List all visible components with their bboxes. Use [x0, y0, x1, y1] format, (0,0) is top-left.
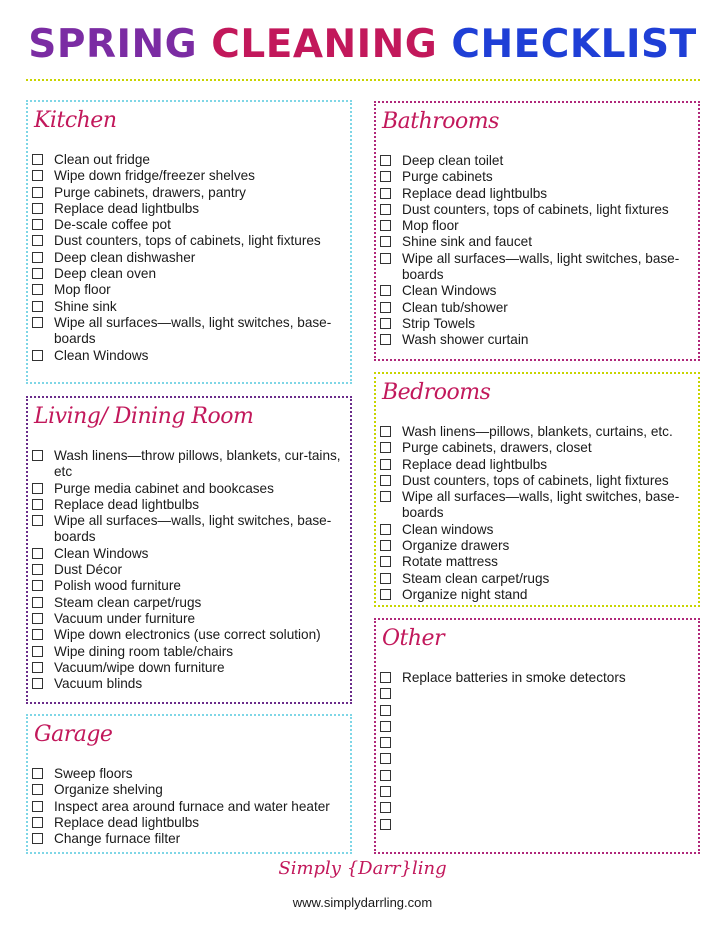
checkbox[interactable]: [380, 236, 391, 247]
checkbox[interactable]: [32, 629, 43, 640]
checkbox[interactable]: [32, 317, 43, 328]
checklist-item-label: Clean tub/shower: [402, 299, 508, 315]
checkbox[interactable]: [380, 188, 391, 199]
checklist-item: [380, 522, 694, 538]
checklist-item: [32, 676, 346, 692]
checklist-item: [380, 784, 694, 800]
garage-section: [26, 714, 352, 854]
checklist-item: [380, 186, 694, 202]
checklist-item: [380, 735, 694, 751]
checkbox[interactable]: [380, 302, 391, 313]
checklist-item: [380, 234, 694, 250]
living-dining-section: [26, 396, 352, 704]
footer-url: www.simplydarrling.com: [292, 895, 433, 910]
checklist-item: [380, 473, 694, 489]
checkbox[interactable]: [32, 483, 43, 494]
checklist-item-label: Wipe down fridge/freezer shelves: [54, 168, 255, 184]
checklist-item: [32, 299, 346, 315]
checkbox[interactable]: [32, 817, 43, 828]
checklist-item: [32, 497, 346, 513]
checkbox[interactable]: [32, 268, 43, 279]
checklist-item: [380, 218, 694, 234]
checklist-item: [380, 332, 694, 348]
checklist-item: [380, 169, 694, 185]
checklist-item: [380, 251, 694, 284]
checklist-item: [380, 703, 694, 719]
checkbox[interactable]: [32, 203, 43, 214]
checkbox[interactable]: [380, 770, 391, 781]
checkbox[interactable]: [32, 548, 43, 559]
checkbox[interactable]: [380, 753, 391, 764]
title-divider: [26, 79, 700, 81]
checkbox[interactable]: [380, 171, 391, 182]
checkbox[interactable]: [380, 573, 391, 584]
checklist-item: [380, 587, 694, 603]
checkbox[interactable]: [380, 688, 391, 699]
checkbox[interactable]: [380, 155, 391, 166]
garage-list: [32, 766, 346, 847]
checklist-item: [380, 316, 694, 332]
checklist-item-label: Dust counters, tops of cabinets, light fixtures: [402, 472, 669, 488]
checklist-item: [32, 266, 346, 282]
checkbox[interactable]: [32, 515, 43, 526]
checklist-item: [32, 627, 346, 643]
checkbox[interactable]: [32, 784, 43, 795]
checkbox[interactable]: [380, 556, 391, 567]
checklist-item: [32, 546, 346, 562]
checkbox[interactable]: [32, 301, 43, 312]
checkbox[interactable]: [32, 219, 43, 230]
checklist-item: [380, 768, 694, 784]
checklist-item: [380, 800, 694, 816]
checklist-item-label: De-scale coffee pot: [54, 217, 171, 233]
checkbox[interactable]: [32, 662, 43, 673]
checkbox[interactable]: [380, 705, 391, 716]
checklist-item: [32, 282, 346, 298]
checklist-item: [380, 153, 694, 169]
checklist-item: [380, 202, 694, 218]
checklist-item-label: Polish wood furniture: [54, 578, 181, 594]
checklist-item-label: Deep clean toilet: [402, 153, 504, 168]
checklist-item: [32, 233, 346, 249]
checkbox[interactable]: [380, 220, 391, 231]
checkbox[interactable]: [32, 284, 43, 295]
checklist-item: [32, 562, 346, 578]
checklist-item-label: Strip Towels: [402, 315, 476, 331]
checkbox[interactable]: [380, 253, 391, 264]
checklist-item: [380, 457, 694, 473]
checklist-item-label: Replace batteries in smoke detectors: [402, 670, 626, 685]
checkbox[interactable]: [380, 737, 391, 748]
bedrooms-list: [380, 424, 694, 603]
checklist-item: [32, 168, 346, 184]
checkbox[interactable]: [380, 475, 391, 486]
checklist-item-label: Purge cabinets: [402, 169, 493, 185]
checkbox[interactable]: [32, 252, 43, 263]
checklist-item-label: Wash linens—throw pillows, blankets, cur-tains, etc: [54, 448, 341, 480]
checklist-item-label: Organize night stand: [402, 586, 528, 602]
checkbox[interactable]: [32, 450, 43, 461]
checklist-item: [380, 686, 694, 702]
checklist-item-label: Mop floor: [402, 218, 459, 234]
checklist-item: [32, 595, 346, 611]
bedrooms-section: [374, 372, 700, 607]
checklist-item: [380, 751, 694, 767]
checklist-item-label: Wipe all surfaces—walls, light switches, base-boards: [54, 314, 332, 347]
checklist-item: [32, 448, 346, 481]
checkbox[interactable]: [380, 334, 391, 345]
checkbox[interactable]: [380, 589, 391, 600]
title-cleaning: CLEANING: [211, 22, 438, 67]
checkbox[interactable]: [32, 597, 43, 608]
checklist-item-label: Organize shelving: [54, 782, 163, 798]
checklist-item-label: Steam clean carpet/rugs: [54, 594, 202, 610]
checklist-item-label: Wipe dining room table/chairs: [54, 643, 234, 659]
checkbox[interactable]: [32, 350, 43, 361]
checkbox[interactable]: [32, 235, 43, 246]
checkbox[interactable]: [380, 721, 391, 732]
checklist-item-label: Rotate mattress: [402, 554, 498, 570]
bathrooms-section: [374, 101, 700, 361]
checklist-item-label: Vacuum under furniture: [54, 610, 196, 626]
checkbox[interactable]: [380, 540, 391, 551]
checklist-item: [32, 201, 346, 217]
checklist-item-label: Sweep floors: [54, 766, 133, 781]
checklist-item-label: Change furnace filter: [54, 831, 181, 847]
checklist-item-label: Clean Windows: [54, 545, 149, 561]
checklist-item-label: Clean Windows: [54, 347, 149, 363]
checklist-item: [380, 571, 694, 587]
checklist-item-label: Replace dead lightbulbs: [402, 185, 548, 201]
checklist-item-label: Shine sink and faucet: [402, 234, 532, 250]
checklist-item-label: Purge cabinets, drawers, pantry: [54, 184, 246, 200]
checklist-item-label: Deep clean dishwasher: [54, 249, 196, 265]
checklist-item-label: Dust Décor: [54, 562, 122, 578]
checklist-item: [380, 554, 694, 570]
checkbox[interactable]: [32, 499, 43, 510]
checklist-item: [32, 644, 346, 660]
checklist-item-label: Deep clean oven: [54, 266, 157, 282]
checklist-item-label: Dust counters, tops of cabinets, light fixtures: [54, 233, 321, 249]
checklist-item-label: Shine sink: [54, 298, 117, 314]
brand-logo: Simply {Darr}ling: [278, 858, 447, 879]
checklist-item: [32, 348, 346, 364]
checklist-item-label: Purge cabinets, drawers, closet: [402, 440, 592, 456]
bathrooms-heading: Bathrooms: [382, 109, 499, 134]
checklist-item: [32, 831, 346, 847]
checklist-item-label: Organize drawers: [402, 538, 510, 554]
living-dining-heading: Living/ Dining Room: [34, 404, 254, 429]
checkbox[interactable]: [32, 646, 43, 657]
kitchen-section: [26, 100, 352, 384]
checklist-item: [32, 152, 346, 168]
kitchen-heading: Kitchen: [34, 108, 117, 133]
title-spring: SPRING: [28, 22, 198, 67]
checklist-item-label: Vacuum/wipe down furniture: [54, 659, 225, 675]
checklist-item-label: Replace dead lightbulbs: [54, 814, 200, 830]
checklist-item-label: Wipe all surfaces—walls, light switches, base-boards: [402, 250, 680, 283]
checkbox[interactable]: [32, 801, 43, 812]
checklist-item: [32, 315, 346, 348]
other-list: [380, 670, 694, 833]
checkbox[interactable]: [380, 285, 391, 296]
checklist-item-label: Inspect area around furnace and water heater: [54, 798, 330, 814]
kitchen-list: [32, 152, 346, 364]
checklist-item-label: Clean out fridge: [54, 152, 150, 167]
bedrooms-heading: Bedrooms: [382, 380, 491, 405]
checkbox[interactable]: [32, 833, 43, 844]
checkbox[interactable]: [32, 170, 43, 181]
checklist-item: [32, 799, 346, 815]
checklist-item: [380, 424, 694, 440]
other-heading: Other: [382, 626, 445, 651]
checklist-item: [32, 660, 346, 676]
checklist-item-label: Wash shower curtain: [402, 332, 529, 348]
checklist-item: [32, 766, 346, 782]
checklist-item-label: Wash linens—pillows, blankets, curtains, etc.: [402, 424, 673, 439]
checkbox[interactable]: [380, 426, 391, 437]
checkbox[interactable]: [32, 678, 43, 689]
bathrooms-list: [380, 153, 694, 349]
checkbox[interactable]: [380, 459, 391, 470]
checklist-item-label: Clean Windows: [402, 283, 497, 299]
checklist-item: [32, 513, 346, 546]
checklist-item: [380, 300, 694, 316]
checklist-item: [380, 719, 694, 735]
checkbox[interactable]: [32, 580, 43, 591]
checklist-item: [380, 670, 694, 686]
checklist-item: [32, 250, 346, 266]
checkbox[interactable]: [380, 318, 391, 329]
checklist-item-label: Replace dead lightbulbs: [402, 456, 548, 472]
checkbox[interactable]: [380, 786, 391, 797]
checklist-item: [32, 578, 346, 594]
checkbox[interactable]: [380, 802, 391, 813]
checklist-item: [380, 440, 694, 456]
garage-heading: Garage: [34, 722, 113, 747]
checkbox[interactable]: [380, 204, 391, 215]
checkbox[interactable]: [380, 491, 391, 502]
checklist-item-label: Steam clean carpet/rugs: [402, 570, 550, 586]
checklist-item-label: Wipe down electronics (use correct solution): [54, 627, 321, 643]
title-checklist: CHECKLIST: [451, 22, 697, 67]
checklist-item: [380, 283, 694, 299]
checklist-item-label: Vacuum blinds: [54, 676, 143, 692]
living-dining-list: [32, 448, 346, 692]
checkbox[interactable]: [380, 442, 391, 453]
checkbox[interactable]: [380, 672, 391, 683]
checklist-item-label: Purge media cabinet and bookcases: [54, 480, 274, 496]
checklist-item: [380, 489, 694, 522]
checklist-item-label: Mop floor: [54, 282, 111, 298]
checklist-item-label: Clean windows: [402, 521, 494, 537]
checkbox[interactable]: [32, 154, 43, 165]
checkbox[interactable]: [32, 768, 43, 779]
checklist-item: [32, 815, 346, 831]
checklist-item-label: Replace dead lightbulbs: [54, 496, 200, 512]
checklist-item: [32, 782, 346, 798]
checklist-item: [380, 817, 694, 833]
other-section: [374, 618, 700, 854]
checklist-item: [32, 217, 346, 233]
checklist-item-label: Dust counters, tops of cabinets, light fixtures: [402, 201, 669, 217]
checkbox[interactable]: [32, 613, 43, 624]
checkbox[interactable]: [32, 187, 43, 198]
checklist-item: [32, 481, 346, 497]
checklist-item: [32, 185, 346, 201]
checkbox[interactable]: [380, 524, 391, 535]
checkbox[interactable]: [380, 819, 391, 830]
checklist-item-label: Wipe all surfaces—walls, light switches, base-boards: [54, 513, 332, 545]
checklist-item: [32, 611, 346, 627]
checkbox[interactable]: [32, 564, 43, 575]
checklist-item-label: Wipe all surfaces—walls, light switches, base-boards: [402, 489, 680, 521]
page-title: [0, 22, 725, 67]
checklist-item: [380, 538, 694, 554]
checklist-item-label: Replace dead lightbulbs: [54, 200, 200, 216]
